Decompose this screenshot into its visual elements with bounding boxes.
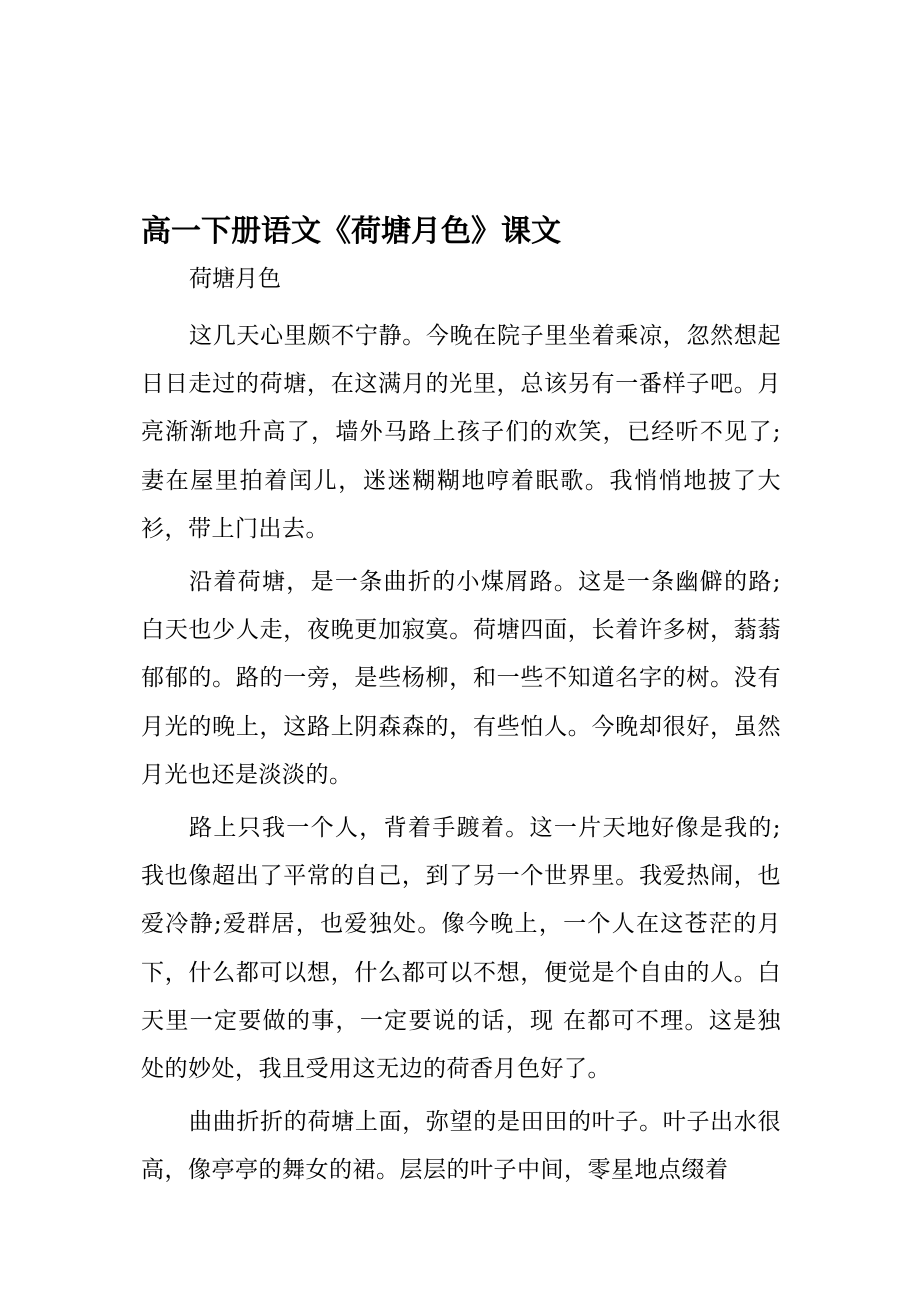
paragraph-4: 曲曲折折的荷塘上面，弥望的是田田的叶子。叶子出水很高，像亭亭的舞女的裙。层层的叶子中间，零星地点缀着 — [141, 1109, 781, 1184]
article-body — [141, 312, 781, 1200]
article-title: 荷塘月色 — [189, 266, 281, 292]
paragraph-2: 沿着荷塘，是一条曲折的小煤屑路。这是一条幽僻的路;白天也少人走，夜晚更加寂寞。荷塘四面，长着许多树，蓊蓊郁郁的。路的一旁，是些杨柳，和一些不知道名字的树。没有月光的晚上，这路上阴森森的，有些怕人。今晚却很好，虽然月光也还是淡淡的。 — [141, 569, 781, 788]
paragraph-1: 这几天心里颇不宁静。今晚在院子里坐着乘凉，忽然想起日日走过的荷塘，在这满月的光里，总该另有一番样子吧。月亮渐渐地升高了，墙外马路上孩子们的欢笑，已经听不见了;妻在屋里拍着闰儿，迷迷糊糊地哼着眠歌。我悄悄地披了大衫，带上门出去。 — [141, 323, 781, 542]
paragraph-3: 路上只我一个人，背着手踱着。这一片天地好像是我的;我也像超出了平常的自己，到了另一个世界里。我爱热闹，也爱冷静;爱群居，也爱独处。像今晚上，一个人在这苍茫的月下，什么都可以想，什么都可以不想，便觉是个自由的人。白天里一定要做的事，一定要说的话，现 在都可不理。这是独处的妙处，我且受用这无边的荷香月色好了。 — [141, 815, 781, 1083]
document-title: 高一下册语文《荷塘月色》课文 — [141, 214, 561, 249]
